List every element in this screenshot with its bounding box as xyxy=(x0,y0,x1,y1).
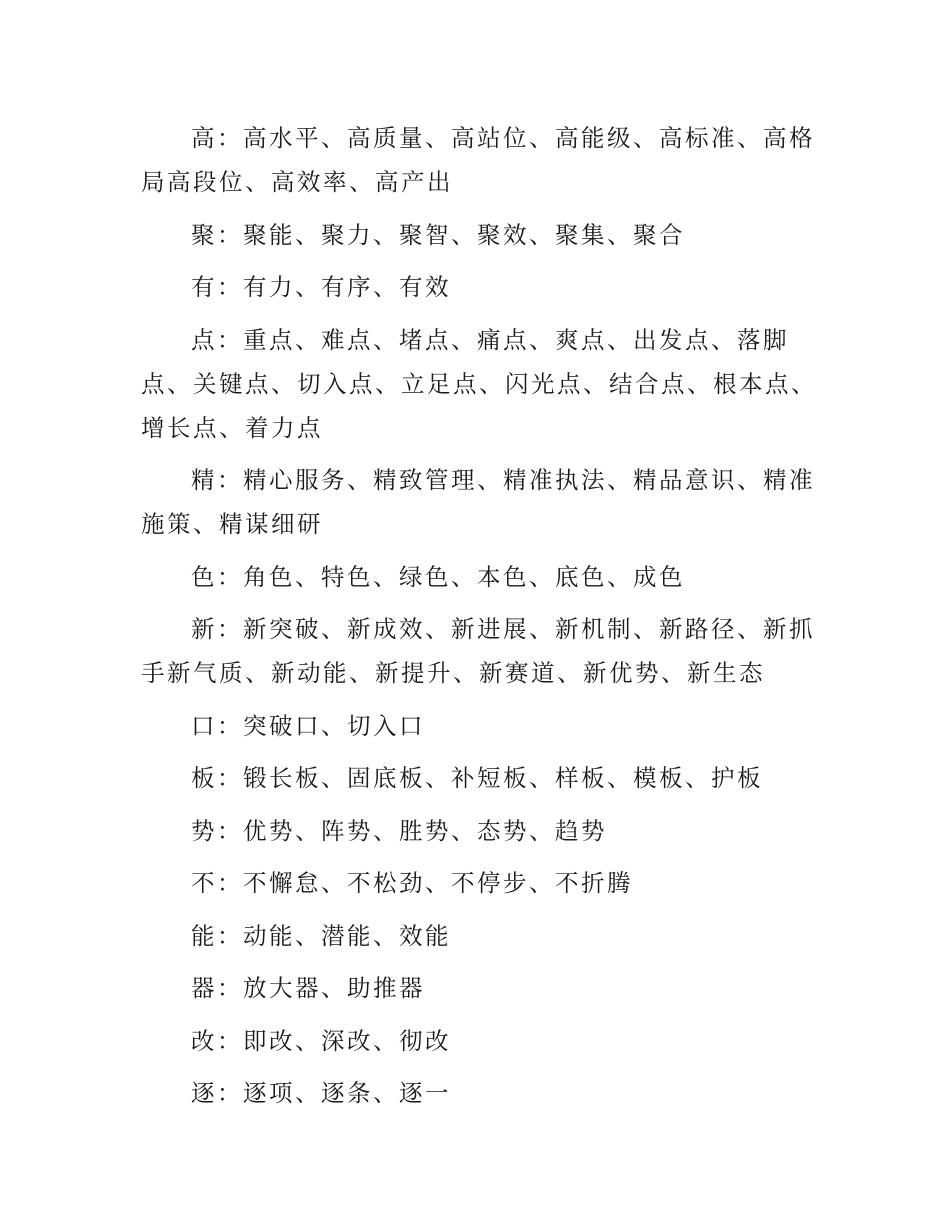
paragraph-xin xyxy=(141,607,831,695)
paragraph-items: 重点、难点、堵点、痛点、爽点、出发点、落脚点、关键点、切入点、立足点、闪光点、结合点、根本点、增长点、着力点 xyxy=(141,325,817,442)
paragraph-head: 势： xyxy=(191,816,243,845)
paragraph-gao xyxy=(141,116,831,204)
paragraph-gai xyxy=(141,1019,831,1063)
paragraph-you xyxy=(141,265,831,309)
paragraph-head: 板： xyxy=(191,764,243,792)
paragraph-head: 高： xyxy=(191,124,243,152)
paragraph-ju xyxy=(141,213,831,257)
paragraph-head: 口： xyxy=(191,711,243,740)
paragraph-head: 精： xyxy=(191,466,243,494)
paragraph-shi xyxy=(141,809,831,853)
paragraph-jing xyxy=(141,458,831,546)
paragraph-head: 不： xyxy=(191,869,243,897)
paragraph-head: 新： xyxy=(191,615,243,643)
paragraph-items: 有力、有序、有效 xyxy=(243,273,451,301)
paragraph-items: 突破口、切入口 xyxy=(243,711,425,740)
paragraph-items: 即改、深改、彻改 xyxy=(243,1026,451,1055)
paragraph-qi xyxy=(141,966,831,1010)
paragraph-items: 聚能、聚力、聚智、聚效、聚集、聚合 xyxy=(243,220,685,249)
paragraph-items: 精心服务、精致管理、精准执法、精品意识、精准施策、精谋细研 xyxy=(141,466,815,538)
paragraph-items: 不懈怠、不松劲、不停步、不折腾 xyxy=(243,869,633,897)
paragraph-items: 优势、阵势、胜势、态势、趋势 xyxy=(243,816,607,845)
paragraph-items: 高水平、高质量、高站位、高能级、高标准、高格局高段位、高效率、高产出 xyxy=(141,124,815,196)
paragraph-head: 能： xyxy=(191,921,243,950)
paragraph-head: 改： xyxy=(191,1026,243,1055)
paragraph-items: 动能、潜能、效能 xyxy=(243,921,451,950)
paragraph-head: 色： xyxy=(191,562,243,591)
paragraph-items: 逐项、逐条、逐一 xyxy=(243,1079,451,1107)
paragraph-neng xyxy=(141,914,831,958)
paragraph-head: 逐： xyxy=(191,1079,243,1107)
paragraph-items: 新突破、新成效、新进展、新机制、新路径、新抓手新气质、新动能、新提升、新赛道、新优势、新生态 xyxy=(141,615,815,687)
paragraph-dian xyxy=(141,318,831,450)
paragraph-items: 锻长板、固底板、补短板、样板、模板、护板 xyxy=(243,764,763,792)
paragraph-head: 聚： xyxy=(191,220,243,249)
paragraph-items: 放大器、助推器 xyxy=(243,974,425,1002)
document-body xyxy=(141,116,831,1124)
paragraph-head: 点： xyxy=(191,325,243,354)
paragraph-kou xyxy=(141,704,831,748)
paragraph-se xyxy=(141,555,831,599)
paragraph-bu xyxy=(141,861,831,905)
paragraph-ban xyxy=(141,756,831,800)
paragraph-items: 角色、特色、绿色、本色、底色、成色 xyxy=(243,562,685,591)
paragraph-head: 有： xyxy=(191,273,243,301)
paragraph-head: 器： xyxy=(191,974,243,1002)
paragraph-zhu xyxy=(141,1071,831,1115)
